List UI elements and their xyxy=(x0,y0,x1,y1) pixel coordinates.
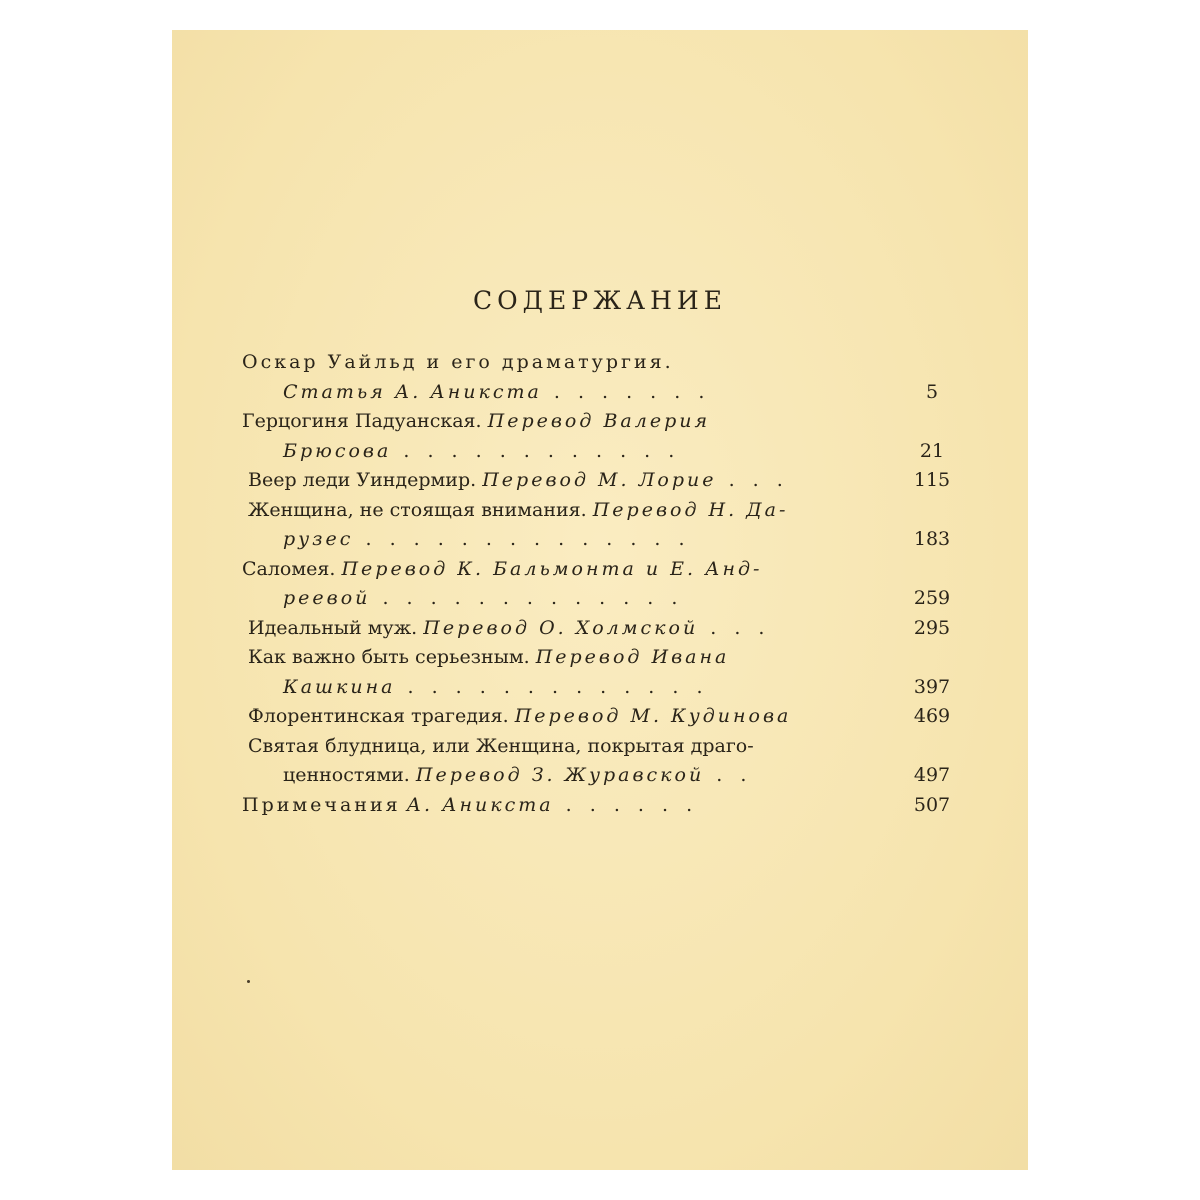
toc-entry-7-line-2 xyxy=(242,673,951,703)
toc-entry-page-number: 259 xyxy=(913,587,951,609)
toc-entry-byline: А. Аникста xyxy=(406,793,554,816)
toc-entry-title-continued: ценностями. xyxy=(283,764,410,786)
toc-entry-title: Идеальный муж. xyxy=(248,616,418,639)
toc-entry-4-line-1 xyxy=(242,496,890,526)
toc-entry-byline-continued: рузес xyxy=(283,528,354,550)
toc-entry-page-number: 183 xyxy=(913,528,951,550)
toc-entry-byline: Перевод М. Лорие xyxy=(482,469,717,491)
toc-entry-5-line-1 xyxy=(242,555,890,585)
toc-entry-byline: Статья А. Аникста xyxy=(283,380,542,403)
toc-entry-leader-dots: . . . . . . . . . . . . . xyxy=(407,675,709,698)
toc-entry-title: Флорентинская трагедия. xyxy=(248,705,509,727)
toc-entry-page-number: 21 xyxy=(919,439,945,462)
toc-entry-byline: Перевод З. Журавской xyxy=(415,764,705,786)
toc-entry-4-line-2 xyxy=(242,525,951,555)
toc-entry-byline: Перевод К. Бальмонта и Е. Анд- xyxy=(341,557,763,580)
toc-entry-title: Саломея. xyxy=(242,557,336,580)
toc-entry-page-number: 5 xyxy=(925,380,939,403)
toc-entry-leader-dots: . . . xyxy=(728,469,789,491)
toc-entry-byline: Перевод Валерия xyxy=(487,410,711,432)
table-of-contents xyxy=(242,348,951,820)
toc-entry-2-line-1 xyxy=(242,407,890,437)
toc-entry-1-line-1 xyxy=(242,348,890,378)
toc-entry-leader-dots: . . . . . . . . . . . . xyxy=(403,439,681,462)
toc-entry-byline: Перевод М. Кудинова xyxy=(514,705,792,727)
toc-entry-2-line-2 xyxy=(242,437,945,467)
toc-entry-title: Примечания xyxy=(242,793,401,816)
paper-speck xyxy=(247,980,250,983)
toc-entry-title: Святая блудница, или Женщина, покрытая драго- xyxy=(248,734,754,757)
toc-entry-title: Оскар Уайльд и его драматургия. xyxy=(242,351,674,373)
toc-entry-8-line-1 xyxy=(242,702,951,732)
toc-entry-leader-dots: . . . . . . . . . . . . . xyxy=(382,587,684,609)
toc-entry-leader-dots: . . . . . . . xyxy=(553,380,711,403)
toc-entry-9-line-2 xyxy=(242,761,951,791)
toc-entry-page-number: 115 xyxy=(913,469,951,491)
toc-entry-byline-continued: реевой xyxy=(283,587,371,609)
toc-entry-byline: Перевод Н. Да- xyxy=(592,498,789,521)
book-page xyxy=(172,30,1028,1170)
toc-entry-title: Веер леди Уиндермир. xyxy=(248,469,477,491)
toc-entry-byline-continued: Брюсова xyxy=(283,439,392,462)
toc-entry-byline: Перевод Ивана xyxy=(535,646,730,668)
toc-entry-page-number: 507 xyxy=(913,793,951,816)
toc-entry-page-number: 497 xyxy=(913,764,951,786)
toc-entry-10-line-1 xyxy=(242,791,951,821)
toc-entry-page-number: 397 xyxy=(913,675,951,698)
toc-entry-7-line-1 xyxy=(242,643,890,673)
toc-entry-page-number: 295 xyxy=(913,616,951,639)
toc-entry-title: Женщина, не стоящая внимания. xyxy=(248,498,587,521)
toc-entry-leader-dots: . . xyxy=(716,764,753,786)
toc-entry-byline: Перевод О. Холмской xyxy=(423,616,699,639)
toc-entry-3-line-1 xyxy=(242,466,951,496)
page-title: СОДЕРЖАНИЕ xyxy=(473,286,727,315)
toc-entry-page-number: 469 xyxy=(913,705,951,727)
toc-entry-title: Как важно быть серьезным. xyxy=(248,646,530,668)
toc-entry-leader-dots: . . . . . . xyxy=(565,793,699,816)
toc-entry-1-line-2 xyxy=(242,378,939,408)
toc-entry-leader-dots: . . . xyxy=(710,616,771,639)
toc-entry-5-line-2 xyxy=(242,584,951,614)
toc-entry-title: Герцогиня Падуанская. xyxy=(242,410,482,432)
toc-entry-leader-dots: . . . . . . . . . . . . . . xyxy=(365,528,691,550)
toc-entry-9-line-1 xyxy=(242,732,890,762)
toc-entry-6-line-1 xyxy=(242,614,951,644)
toc-entry-byline-continued: Кашкина xyxy=(283,675,396,698)
